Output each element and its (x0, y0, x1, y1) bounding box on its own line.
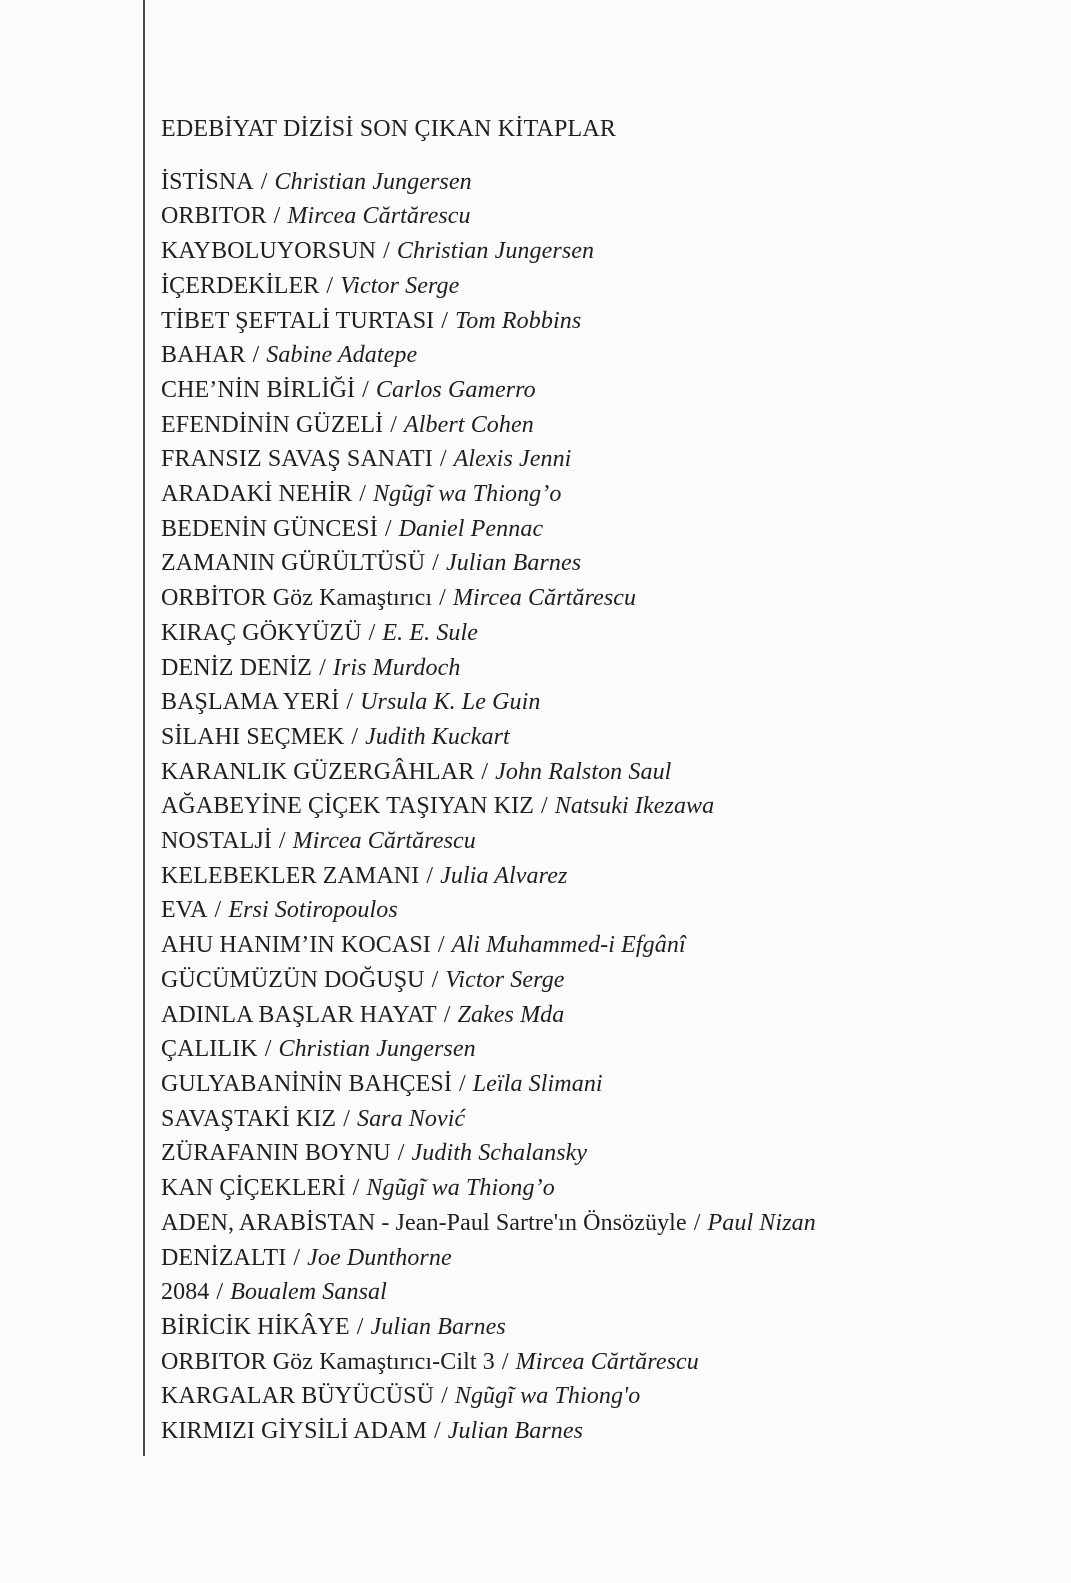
book-author: Julia Alvarez (440, 862, 568, 889)
book-title: KIRMIZI GİYSİLİ ADAM (161, 1418, 427, 1445)
book-title: BAŞLAMA YERİ (161, 689, 340, 716)
book-title: CHE’NİN BİRLİĞİ (161, 376, 356, 403)
book-title: ZAMANIN GÜRÜLTÜSÜ (161, 550, 426, 577)
book-list-item (161, 338, 1041, 373)
book-list-item (161, 546, 1041, 581)
book-author: Zakes Mda (457, 1001, 565, 1028)
book-title: GULYABANİNİN BAHÇESİ (161, 1070, 452, 1097)
book-author: Ngũgĩ wa Thiong’o (366, 1175, 555, 1202)
book-title: TİBET ŞEFTALİ TURTASI (161, 307, 435, 334)
book-list-item (161, 373, 1041, 408)
title-author-separator: / (441, 307, 449, 334)
title-author-separator: / (439, 446, 447, 473)
book-list-item (161, 685, 1041, 720)
book-author: Mircea Cărtărescu (515, 1348, 699, 1375)
book-title: ADEN, ARABİSTAN - Jean-Paul Sartre'ın Önsözüyle (161, 1209, 687, 1236)
book-title: DENİZALTI (161, 1244, 287, 1271)
title-author-separator: / (352, 1175, 360, 1202)
book-list-item (161, 165, 1041, 200)
book-author: Iris Murdoch (332, 654, 461, 681)
title-author-separator: / (252, 342, 260, 369)
title-author-separator: / (431, 966, 439, 993)
book-title: ARADAKİ NEHİR (161, 481, 353, 508)
book-list-item (161, 616, 1041, 651)
book-list-item (161, 720, 1041, 755)
book-list-item (161, 581, 1041, 616)
book-list-item (161, 1136, 1041, 1171)
book-author: Sabine Adatepe (266, 342, 418, 369)
book-author: Daniel Pennac (398, 515, 544, 542)
book-list-item (161, 234, 1041, 269)
book-author: Paul Nizan (707, 1209, 816, 1236)
book-author: Victor Serge (445, 966, 565, 993)
title-author-separator: / (501, 1348, 509, 1375)
title-author-separator: / (441, 1383, 448, 1410)
book-list-item (161, 651, 1041, 686)
book-list-item (161, 477, 1041, 512)
title-author-separator: / (458, 1070, 466, 1097)
book-list-item (161, 963, 1041, 998)
page-content (161, 112, 1041, 1449)
book-author: Mircea Cărtărescu (452, 585, 637, 612)
title-author-separator: / (432, 550, 439, 577)
book-list (161, 165, 1041, 1449)
book-author: Julian Barnes (370, 1313, 506, 1340)
book-title: ÇALILIK (161, 1036, 258, 1063)
title-author-separator: / (384, 515, 392, 542)
book-list-item (161, 789, 1041, 824)
title-author-separator: / (443, 1001, 451, 1028)
title-author-separator: / (362, 376, 369, 403)
title-author-separator: / (383, 238, 390, 265)
title-author-separator: / (359, 481, 367, 508)
book-author: Carlos Gamerro (375, 376, 536, 403)
book-title: AĞABEYİNE ÇİÇEK TAŞIYAN KIZ (161, 793, 534, 820)
book-title: ORBITOR (161, 203, 267, 230)
book-title: BAHAR (161, 342, 246, 369)
book-title: NOSTALJİ (161, 828, 272, 855)
title-author-separator: / (293, 1244, 301, 1271)
title-author-separator: / (356, 1313, 364, 1340)
book-author: Sara Nović (356, 1105, 466, 1132)
book-author: Mircea Cărtărescu (292, 828, 476, 855)
book-list-item (161, 893, 1041, 928)
book-list-item (161, 1067, 1041, 1102)
book-list-item (161, 408, 1041, 443)
book-title: ORBİTOR Göz Kamaştırıcı (161, 585, 433, 612)
book-list-item (161, 199, 1041, 234)
title-author-separator: / (481, 758, 489, 785)
book-title: DENİZ DENİZ (161, 654, 313, 681)
book-author: Albert Cohen (404, 411, 534, 438)
title-author-separator: / (326, 272, 334, 299)
book-list-item (161, 998, 1041, 1033)
book-author: Joe Dunthorne (307, 1244, 452, 1271)
book-title: SAVAŞTAKİ KIZ (161, 1105, 337, 1132)
book-author: Christian Jungersen (274, 168, 472, 195)
book-author: Julian Barnes (447, 1418, 584, 1445)
title-author-separator: / (343, 1105, 350, 1132)
book-list-item (161, 824, 1041, 859)
book-title: ZÜRAFANIN BOYNU (161, 1140, 391, 1167)
book-title: GÜCÜMÜZÜN DOĞUŞU (161, 966, 425, 993)
book-list-item (161, 1379, 1041, 1414)
book-author: Ngũgĩ wa Thiong'o (454, 1383, 641, 1410)
book-list-item (161, 1241, 1041, 1276)
book-list-item (161, 304, 1041, 339)
book-title: FRANSIZ SAVAŞ SANATI (161, 446, 433, 473)
title-author-separator: / (216, 1279, 224, 1306)
title-author-separator: / (397, 1140, 405, 1167)
title-author-separator: / (264, 1036, 272, 1063)
title-author-separator: / (390, 411, 397, 438)
book-list-item (161, 269, 1041, 304)
book-title: ADINLA BAŞLAR HAYAT (161, 1001, 437, 1028)
book-author: Alexis Jenni (453, 446, 572, 473)
book-list-item (161, 1206, 1041, 1241)
book-title: AHU HANIM’IN KOCASI (161, 932, 431, 959)
book-author: Judith Kuckart (365, 723, 510, 750)
book-title: EVA (161, 897, 208, 924)
book-list-item (161, 859, 1041, 894)
book-author: Leïla Slimani (472, 1070, 603, 1097)
book-author: Judith Schalansky (411, 1140, 588, 1167)
book-title: İÇERDEKİLER (161, 272, 320, 299)
book-author: Julian Barnes (445, 550, 582, 577)
page-title: EDEBİYAT DİZİSİ SON ÇIKAN KİTAPLAR (161, 116, 617, 142)
book-author: Mircea Cărtărescu (287, 203, 471, 230)
title-author-separator: / (439, 585, 446, 612)
book-title: 2084 (161, 1279, 210, 1306)
book-title: İSTİSNA (161, 168, 254, 195)
book-list-item (161, 928, 1041, 963)
title-author-separator: / (368, 619, 376, 646)
book-title: KAN ÇİÇEKLERİ (161, 1175, 346, 1202)
book-title: KARGALAR BÜYÜCÜSÜ (161, 1383, 435, 1410)
book-title: KAYBOLUYORSUN (161, 238, 377, 265)
title-author-separator: / (214, 897, 222, 924)
book-author: Tom Robbins (455, 307, 582, 334)
book-list-item (161, 442, 1041, 477)
title-author-separator: / (273, 203, 281, 230)
book-title: BEDENİN GÜNCESİ (161, 515, 378, 542)
book-list-item (161, 1275, 1041, 1310)
title-author-separator: / (260, 168, 268, 195)
book-title: ORBITOR Göz Kamaştırıcı-Cilt 3 (161, 1348, 495, 1375)
title-author-separator: / (540, 793, 548, 820)
book-author: Natsuki Ikezawa (554, 793, 715, 820)
book-author: John Ralston Saul (495, 758, 672, 785)
book-list-item (161, 1414, 1041, 1449)
title-author-separator: / (433, 1418, 441, 1445)
book-author: Christian Jungersen (278, 1036, 476, 1063)
book-title: KARANLIK GÜZERGÂHLAR (161, 758, 475, 785)
book-list-item (161, 1102, 1041, 1137)
title-author-separator: / (693, 1209, 701, 1236)
book-title: KELEBEKLER ZAMANI (161, 862, 420, 889)
page-margin-rule (143, 0, 145, 1456)
title-author-separator: / (319, 654, 326, 681)
book-author: Ngũgĩ wa Thiong’o (373, 481, 562, 508)
book-title: KIRAÇ GÖKYÜZÜ (161, 619, 362, 646)
title-author-separator: / (278, 828, 286, 855)
book-list-item (161, 1171, 1041, 1206)
book-list-item (161, 1032, 1041, 1067)
title-author-separator: / (426, 862, 434, 889)
title-author-separator: / (351, 723, 359, 750)
book-list-item (161, 1345, 1041, 1380)
book-list-item (161, 1310, 1041, 1345)
title-author-separator: / (437, 932, 445, 959)
title-author-separator: / (346, 689, 354, 716)
book-list-item (161, 512, 1041, 547)
book-title: SİLAHI SEÇMEK (161, 723, 345, 750)
book-author: Ali Muhammed-i Efgânî (451, 932, 686, 959)
book-author: Ersi Sotiropoulos (228, 897, 398, 924)
book-author: Christian Jungersen (396, 238, 595, 265)
book-list-item (161, 755, 1041, 790)
book-author: Victor Serge (340, 272, 460, 299)
book-author: Ursula K. Le Guin (360, 689, 541, 716)
book-title: EFENDİNİN GÜZELİ (161, 411, 384, 438)
book-author: Boualem Sansal (230, 1279, 387, 1306)
book-author: E. E. Sule (382, 619, 479, 646)
book-title: BİRİCİK HİKÂYE (161, 1313, 350, 1340)
